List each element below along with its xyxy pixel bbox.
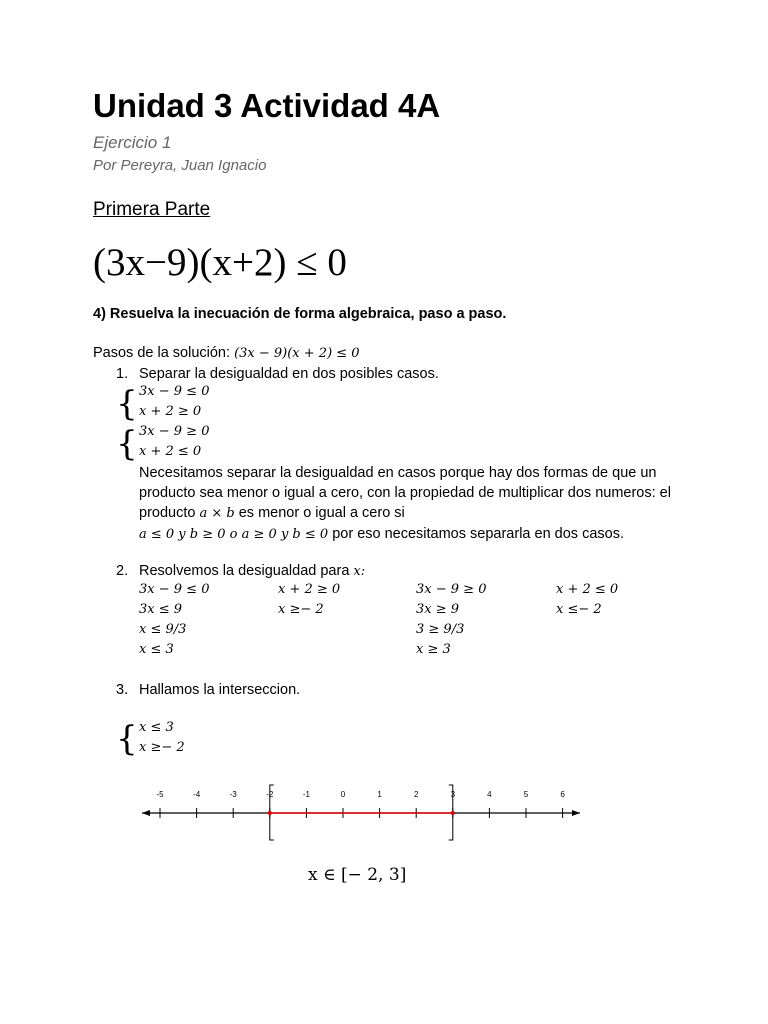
tick-label: -5 [156,790,164,799]
col4-row1: x + 2 ≤ 0 [556,582,619,597]
col1-row2: 3x ≤ 9 [139,602,183,617]
col1-row4: x ≤ 3 [139,642,174,657]
explanation-part2: es menor o igual a cero si [238,505,405,521]
brace-case2: { [116,424,138,464]
tick-label: -4 [193,790,201,799]
col3-row4: x ≥ 3 [416,642,451,657]
tick-label: 0 [340,790,346,799]
case2-line1: 3x − 9 ≥ 0 [139,424,210,439]
step1-text: Separar la desigualdad en dos posibles casos. [139,366,439,382]
arrow-left-icon [142,810,150,816]
col2-row2: x ≥− 2 [278,602,324,617]
step3-number: 3. [116,682,129,698]
tick-label: -1 [302,790,310,799]
number-line [130,780,590,850]
arrow-right-icon [572,810,580,816]
step3-text: Hallamos la interseccion. [139,682,301,698]
section-heading: Primera Parte [93,199,211,220]
result-interval: x ∈ [− 2, 3] [308,865,407,885]
interval-endpoint [451,811,455,815]
case2-line2: x + 2 ≤ 0 [139,444,202,459]
explanation-part3: por eso necesitamos separarla en dos casos. [332,526,624,542]
interval-endpoint [268,811,272,815]
tick-label: 1 [377,790,382,799]
col4-row2: x ≤− 2 [556,602,602,617]
steps-intro-line [93,343,360,364]
step2-line [139,561,365,582]
step1-explanation [139,463,699,545]
author: Por Pereyra, Juan Ignacio [93,157,267,174]
step2-number: 2. [116,563,129,579]
col3-row3: 3 ≥ 9/3 [416,622,465,637]
subtitle: Ejercicio 1 [93,133,172,152]
col2-row1: x + 2 ≥ 0 [278,582,341,597]
case1-line1: 3x − 9 ≤ 0 [139,384,210,399]
step2-var: x: [353,564,366,579]
tick-label: 3 [450,790,456,799]
brace-intersection: { [116,719,138,759]
col3-row2: 3x ≥ 9 [416,602,460,617]
tick-label: 2 [413,790,419,799]
page-title: Unidad 3 Actividad 4A [93,87,441,124]
step1-number: 1. [116,366,129,382]
tick-label: -2 [266,790,274,799]
system-line1: x ≤ 3 [139,720,174,735]
tick-label: 5 [523,790,529,799]
col3-row1: 3x − 9 ≥ 0 [416,582,487,597]
col1-row1: 3x − 9 ≤ 0 [139,582,210,597]
tick-label: 6 [560,790,565,799]
question: 4) Resuelva la inecuación de forma algebraica, paso a paso. [93,306,507,322]
tick-label: 4 [487,790,492,799]
explanation-math2: a ≤ 0 y b ≥ 0 o a ≥ 0 y b ≤ 0 [139,527,329,542]
explanation-math1: a × b [199,506,235,521]
tick-label: -3 [229,790,237,799]
case1-line2: x + 2 ≥ 0 [139,404,202,419]
steps-intro-math: (3x − 9)(x + 2) ≤ 0 [234,346,360,361]
steps-intro: Pasos de la solución: [93,345,231,361]
main-inequality: (3x−9)(x+2) ≤ 0 [93,241,347,284]
system-line2: x ≥− 2 [139,740,185,755]
col1-row3: x ≤ 9/3 [139,622,187,637]
explanation-part1: Necesitamos separar la desigualdad en casos porque hay dos formas de que un producto sea menor o igual a cero, con la propiedad de multiplicar dos numeros: el producto [139,465,671,521]
step2-text: Resolvemos la desigualdad para [139,563,350,579]
brace-case1: { [116,384,138,424]
